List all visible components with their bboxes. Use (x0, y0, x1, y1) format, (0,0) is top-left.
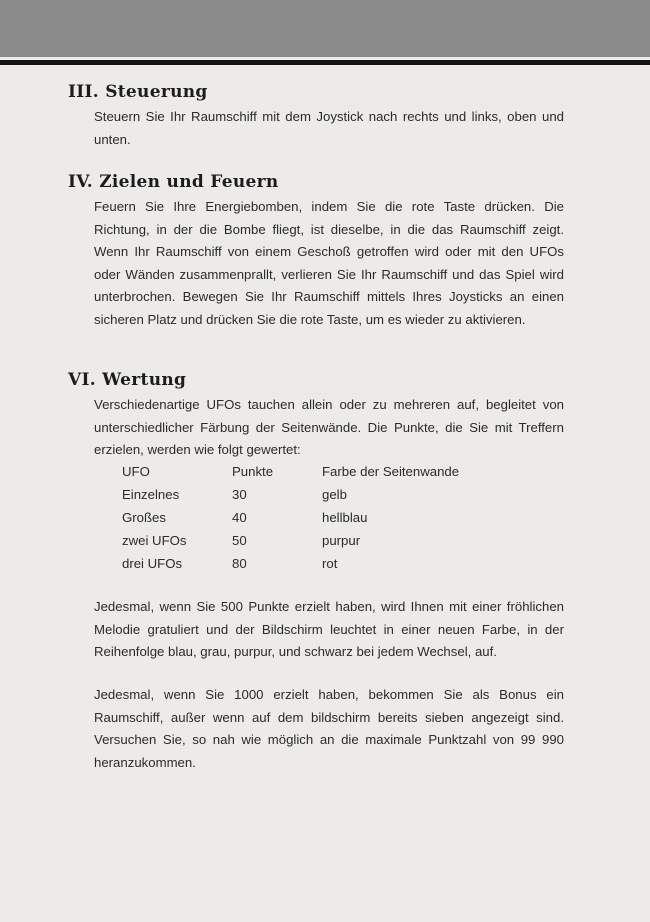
paragraph-1000-punkte: Jedesmal, wenn Sie 1000 erzielt haben, bekommen Sie als Bonus ein Raumschiff, außer wenn auf dem bildschirm bereits sieben angezeigt sind. Versuchen Sie, so nah wie möglich an die maximale Punktzahl von 99 990 heranzukommen. (94, 687, 564, 770)
section-text-zielen-feuern: Feuern Sie Ihre Energiebomben, indem Sie die rote Taste drücken. Die Richtung, in der die Bombe fliegt, ist dieselbe, in die das Raumschiff zeigt. Wenn Ihr Raumschiff von einem Geschoß getroffen wird oder mit den UFOs oder Wänden zusammenprallt, verlieren Sie Ihr Raumschiff und das Spiel wird unterbrochen. Bewegen Sie Ihr Raumschiff mittels Ihres Joysticks an einen sicheren Platz und drücken Sie die rote Taste, um es wieder zu aktivieren. (94, 199, 564, 327)
header-rule (0, 60, 650, 65)
row-farbe: rot (322, 556, 338, 571)
row-ufo: Einzelnes (122, 487, 180, 502)
row-farbe: hellblau (322, 510, 368, 525)
row-punkte: 80 (232, 556, 247, 571)
row-farbe: gelb (322, 487, 347, 502)
row-farbe: purpur (322, 533, 361, 548)
section-heading-steuerung: III. Steuerung (68, 82, 208, 102)
header-band (0, 0, 650, 57)
header-farbe: Farbe der Seitenwande (322, 464, 460, 479)
row-ufo: zwei UFOs (122, 533, 187, 548)
row-punkte: 50 (232, 533, 247, 548)
row-punkte: 30 (232, 487, 247, 502)
header-punkte: Punkte (232, 464, 274, 479)
section-heading-wertung: VI. Wertung (68, 370, 187, 390)
paragraph-500-punkte: Jedesmal, wenn Sie 500 Punkte erzielt haben, wird Ihnen mit einer fröhlichen Melodie gratuliert und der Bildschirm leuchtet in einer neuen Farbe, in der Reihenfolge blau, grau, purpur, und schwarz bei jedem Wechsel, auf. (94, 599, 564, 659)
section-text-steuerung: Steuern Sie Ihr Raumschiff mit dem Joystick nach rechts und links, oben und unten. (94, 109, 564, 147)
section-heading-zielen-feuern: IV. Zielen und Feuern (68, 172, 279, 192)
header-ufo: UFO (122, 464, 150, 479)
row-ufo: Großes (122, 510, 166, 525)
row-punkte: 40 (232, 510, 247, 525)
row-ufo: drei UFOs (122, 556, 183, 571)
section-text-wertung: Verschiedenartige UFOs tauchen allein oder zu mehreren auf, begleitet von unterschiedlicher Färbung der Seitenwände. Die Punkte, die Sie mit Treffern erzielen, werden wie folgt gewertet: (94, 397, 564, 457)
